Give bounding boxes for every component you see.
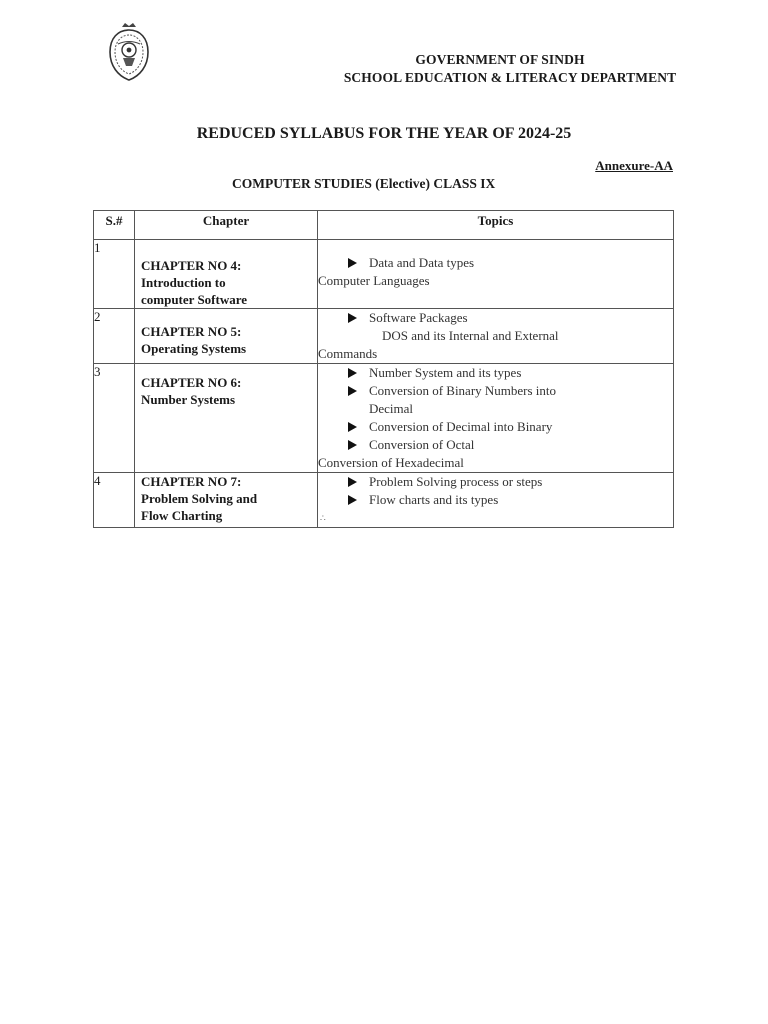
syllabus-table bbox=[93, 210, 674, 528]
topic-item bbox=[318, 418, 673, 436]
serial-number: 2 bbox=[94, 309, 135, 364]
serial-number: 1 bbox=[94, 240, 135, 309]
chapter-title: Flow Charting bbox=[141, 508, 223, 523]
serial-number: 3 bbox=[94, 364, 135, 473]
scan-mark: ∴ bbox=[320, 513, 326, 523]
chapter-number: CHAPTER NO 5: bbox=[141, 324, 242, 339]
sindh-government-seal bbox=[104, 22, 154, 84]
serial-number: 4 bbox=[94, 473, 135, 528]
topic-item bbox=[318, 254, 673, 272]
document-title: REDUCED SYLLABUS FOR THE YEAR OF 2024-25 bbox=[196, 125, 572, 142]
topics-cell bbox=[318, 473, 674, 528]
table-row bbox=[94, 309, 674, 364]
topic-text: Data and Data types bbox=[369, 255, 475, 270]
topic-text: Conversion of Binary Numbers into bbox=[369, 383, 557, 398]
column-header-serial: S.# bbox=[94, 211, 135, 240]
subject-heading: COMPUTER STUDIES (Elective) CLASS IX bbox=[232, 176, 496, 191]
bullet-arrow-icon bbox=[348, 440, 357, 450]
chapter-cell bbox=[135, 473, 318, 528]
topics-cell bbox=[318, 309, 674, 364]
chapter-title: Problem Solving and bbox=[141, 491, 258, 506]
topic-text: Conversion of Hexadecimal bbox=[318, 455, 464, 470]
topic-text: Commands bbox=[318, 346, 378, 361]
topic-text: Conversion of Decimal into Binary bbox=[369, 419, 553, 434]
chapter-number: CHAPTER NO 4: bbox=[141, 258, 242, 273]
topics-cell bbox=[318, 240, 674, 309]
bullet-arrow-icon bbox=[348, 313, 357, 323]
topic-text: Flow charts and its types bbox=[369, 492, 499, 507]
department-header-line2: SCHOOL EDUCATION & LITERACY DEPARTMENT bbox=[343, 70, 677, 85]
topic-item bbox=[318, 473, 673, 491]
bullet-arrow-icon bbox=[348, 477, 357, 487]
chapter-number: CHAPTER NO 7: bbox=[141, 474, 242, 489]
topic-item bbox=[318, 382, 673, 400]
topic-text: Computer Languages bbox=[318, 273, 430, 288]
bullet-arrow-icon bbox=[348, 422, 357, 432]
bullet-arrow-icon bbox=[348, 258, 357, 268]
bullet-arrow-icon bbox=[348, 386, 357, 396]
department-header-line1: GOVERNMENT OF SINDH bbox=[415, 52, 585, 67]
bullet-arrow-icon bbox=[348, 495, 357, 505]
topics-cell bbox=[318, 364, 674, 473]
chapter-title: computer Software bbox=[141, 292, 248, 307]
table-row bbox=[94, 364, 674, 473]
column-header-chapter: Chapter bbox=[135, 211, 318, 240]
topic-item bbox=[318, 309, 673, 327]
chapter-cell bbox=[135, 364, 318, 473]
chapter-title: Introduction to bbox=[141, 275, 226, 290]
table-row bbox=[94, 240, 674, 309]
topic-item bbox=[318, 436, 673, 454]
chapter-cell bbox=[135, 240, 318, 309]
chapter-title: Operating Systems bbox=[141, 341, 247, 356]
topic-text: Decimal bbox=[369, 401, 414, 416]
topic-text: DOS and its Internal and External bbox=[382, 328, 559, 343]
topic-text: Problem Solving process or steps bbox=[369, 474, 543, 489]
topic-text: Number System and its types bbox=[369, 365, 522, 380]
chapter-cell bbox=[135, 309, 318, 364]
topic-text: Software Packages bbox=[369, 310, 468, 325]
chapter-title: Number Systems bbox=[141, 392, 236, 407]
bullet-arrow-icon bbox=[348, 368, 357, 378]
table-header-row bbox=[94, 211, 674, 240]
chapter-number: CHAPTER NO 6: bbox=[141, 375, 242, 390]
table-row bbox=[94, 473, 674, 528]
topic-item bbox=[318, 364, 673, 382]
topic-item bbox=[318, 491, 673, 509]
annexure-label: Annexure-AA bbox=[595, 158, 673, 173]
topic-text: Conversion of Octal bbox=[369, 437, 475, 452]
column-header-topics: Topics bbox=[318, 211, 674, 240]
